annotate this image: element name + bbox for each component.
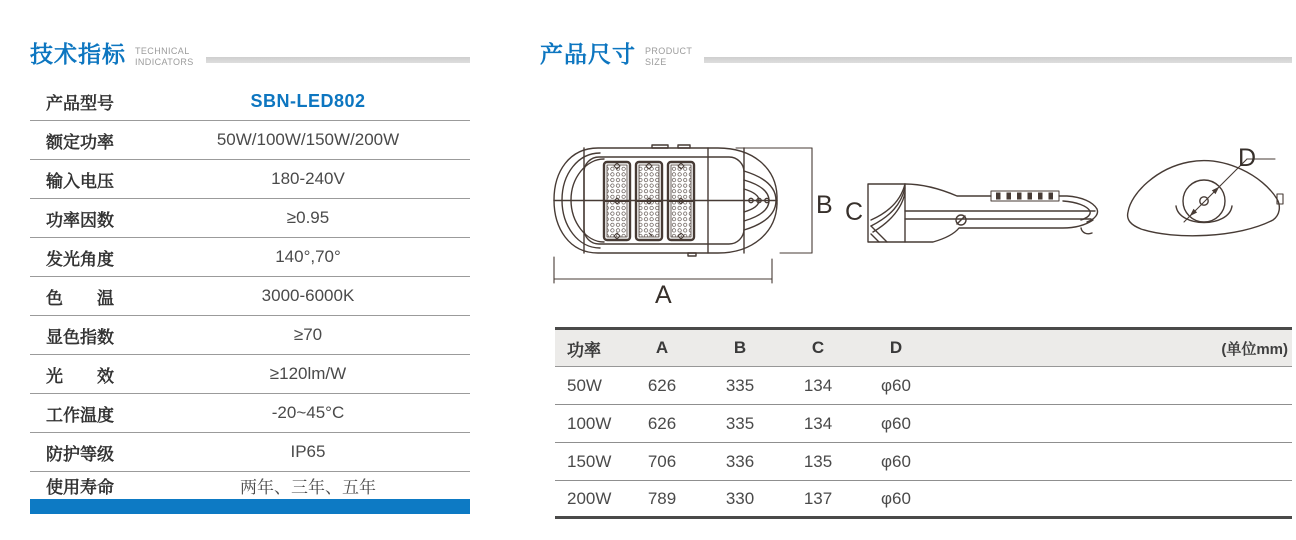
cell-power: 50W xyxy=(567,375,602,395)
cell-c: 134 xyxy=(803,375,833,395)
table-row-200w xyxy=(555,481,1292,519)
cell-a: 626 xyxy=(647,375,677,395)
dimension-label-d: D xyxy=(1238,144,1257,172)
spec-row-cri xyxy=(30,316,470,355)
top-view-drawing xyxy=(548,138,844,316)
spec-value: 两年、三年、五年 xyxy=(240,478,376,497)
tech-indicators-subtitle xyxy=(135,46,194,69)
tech-indicators-title: 技术指标 xyxy=(30,41,126,67)
spec-label: 色 温 xyxy=(46,288,114,308)
spec-row-color-temp xyxy=(30,277,470,316)
spec-row-beam-angle xyxy=(30,238,470,277)
cell-c: 135 xyxy=(803,451,833,471)
cell-d: φ60 xyxy=(881,451,911,471)
dimension-label-a: A xyxy=(655,281,672,309)
cell-d: φ60 xyxy=(881,413,911,433)
end-view-drawing xyxy=(1118,142,1294,248)
spec-label: 使用寿命 xyxy=(46,478,114,497)
spec-row-input-voltage xyxy=(30,160,470,199)
spec-label: 产品型号 xyxy=(46,93,114,113)
dimension-table xyxy=(555,327,1292,519)
table-row-100w xyxy=(555,405,1292,443)
spec-value: 140°,70° xyxy=(275,247,341,266)
spec-row-model xyxy=(30,82,470,121)
spec-label: 发光角度 xyxy=(46,249,114,269)
cell-d: φ60 xyxy=(881,375,911,395)
spec-value: ≥0.95 xyxy=(286,208,330,227)
side-view-drawing xyxy=(863,176,1105,248)
tech-indicators-header xyxy=(30,42,470,69)
spec-row-rated-power xyxy=(30,121,470,160)
col-header-b: B xyxy=(733,338,747,357)
spec-row-ip-rating xyxy=(30,433,470,472)
spec-label: 输入电压 xyxy=(46,171,114,191)
cell-d: φ60 xyxy=(881,488,911,508)
cell-power: 200W xyxy=(567,488,612,508)
size-header-rule xyxy=(704,57,1292,63)
col-header-power: 功率 xyxy=(567,340,601,360)
spec-row-working-temp xyxy=(30,394,470,433)
cell-a: 626 xyxy=(647,413,677,433)
spec-label: 显色指数 xyxy=(46,327,114,347)
dimension-label-c: C xyxy=(845,198,864,226)
cell-b: 335 xyxy=(725,413,755,433)
tech-subtitle-line2: INDICATORS xyxy=(135,57,194,68)
cell-power: 150W xyxy=(567,451,612,471)
size-subtitle-line2: SIZE xyxy=(645,57,667,68)
tech-header-rule xyxy=(206,57,470,63)
spec-value: ≥70 xyxy=(293,325,323,344)
spec-label: 防护等级 xyxy=(46,444,114,464)
spec-table xyxy=(30,82,470,499)
cell-b: 330 xyxy=(725,488,755,508)
dimension-label-b: B xyxy=(816,191,833,219)
cell-a: 789 xyxy=(647,488,677,508)
spec-row-power-factor xyxy=(30,199,470,238)
led-module xyxy=(668,162,694,240)
spec-label: 功率因数 xyxy=(46,210,114,230)
dimension-a-lines xyxy=(554,257,772,283)
product-model-value: SBN-LED802 xyxy=(250,90,366,111)
cell-a: 706 xyxy=(647,451,677,471)
spec-row-efficacy xyxy=(30,355,470,394)
cell-c: 134 xyxy=(803,413,833,433)
spec-label: 额定功率 xyxy=(46,132,114,152)
spec-row-lifespan xyxy=(30,472,470,499)
product-size-subtitle xyxy=(645,46,692,69)
spec-value: IP65 xyxy=(290,442,326,461)
size-subtitle-line1: PRODUCT xyxy=(645,46,693,56)
cell-power: 100W xyxy=(567,413,612,433)
cell-c: 137 xyxy=(803,488,833,508)
product-size-title: 产品尺寸 xyxy=(540,41,636,67)
col-header-a: A xyxy=(655,338,669,357)
led-module xyxy=(604,162,630,240)
spec-value: ≥120lm/W xyxy=(269,364,347,383)
product-size-header xyxy=(540,42,1292,69)
led-module xyxy=(636,162,662,240)
spec-value: 180-240V xyxy=(271,169,345,188)
unit-note: (单位mm) xyxy=(1221,340,1288,358)
cell-b: 335 xyxy=(725,375,755,395)
spec-label: 工作温度 xyxy=(46,405,114,425)
bottom-accent-bar xyxy=(30,499,470,514)
tech-subtitle-line1: TECHNICAL xyxy=(135,46,190,56)
spec-value: 3000-6000K xyxy=(261,286,355,305)
col-header-d: D xyxy=(889,338,903,357)
spec-value: 50W/100W/150W/200W xyxy=(216,130,400,149)
heatsink-fins xyxy=(996,193,1053,200)
table-row-150w xyxy=(555,443,1292,481)
cell-b: 336 xyxy=(725,451,755,471)
dimension-table-header xyxy=(555,327,1292,367)
col-header-c: C xyxy=(811,338,825,357)
spec-label: 光 效 xyxy=(46,366,114,386)
spec-value: -20~45°C xyxy=(271,403,345,422)
table-row-50w xyxy=(555,367,1292,405)
